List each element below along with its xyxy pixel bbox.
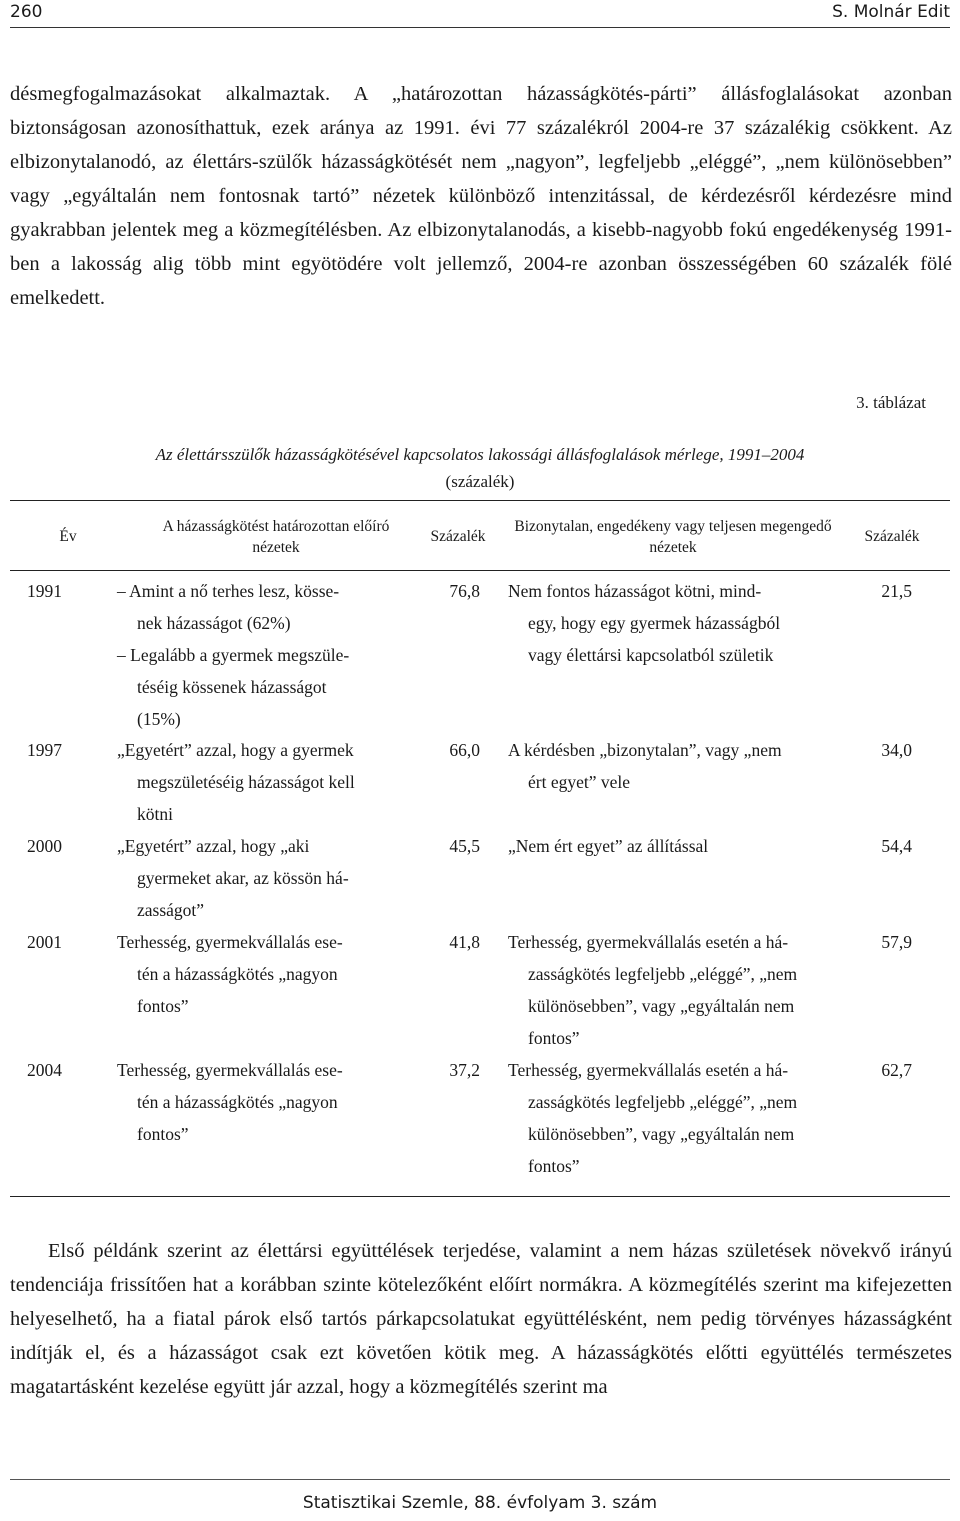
row-year: 2000 [27,836,62,856]
row-percent-positive: 45,5 [449,836,480,856]
journal-citation: Statisztikai Szemle, 88. évfolyam 3. szám [302,1493,658,1513]
page-header [10,0,950,26]
body-paragraph-2: Első példánk szerint az élettársi együttélések terjedése, valamint a nem házas születések növekvő irányú tendenciája frissítően hat a korábban szinte kötelezőként előírt normákra. A közmegítélés szerint ma kifejezetten helyeselhető, ha a fiatal párok első tartós párkapcsolatukat együttélésként, nem pedig törvényes házasságként indítják el, és a házasságot csak ezt követően kötik meg. A házasságkötés előtti együttélés természetes magatartásként kezelése együtt jár azzal, hogy a közmegítélés szerint ma [10,1240,952,1398]
table-title [40,441,920,495]
running-head-author: S. Molnár Edit [832,2,950,22]
row-uncertain-view [508,734,838,798]
uncertain-view-line: Nem fontos házasságot kötni, mind- [508,581,762,601]
row-percent-uncertain: 57,9 [881,932,912,952]
row-uncertain-view [508,1054,838,1182]
table-bottom-rule [10,1196,950,1197]
positive-view-line: tén a házasságkötés „nagyon [137,964,338,984]
header-positive-views: A házasságkötést határozottan előíró nézetek [162,518,390,556]
row-year: 1991 [27,581,62,601]
row-positive-view [117,926,397,1022]
positive-view-line: megszületéséig házasságot kell [137,772,355,792]
row-percent-positive: 37,2 [449,1060,480,1080]
uncertain-view-line: A kérdésben „bizonytalan”, vagy „nem [508,740,782,760]
row-uncertain-view [508,926,838,1054]
positive-view-line: nek házasságot (62%) [137,613,291,633]
footer-rule [10,1479,950,1480]
row-positive-view [117,575,397,735]
row-positive-view [117,734,397,830]
positive-view-line: – Amint a nő terhes lesz, kösse- [117,581,340,601]
header-year: Év [59,528,77,545]
uncertain-view-line: Terhesség, gyermekvállalás esetén a há- [508,932,789,952]
uncertain-view-line: fontos” [528,1028,580,1048]
uncertain-view-line: zasságkötés legfeljebb „eléggé”, „nem [528,1092,798,1112]
uncertain-view-line: fontos” [528,1156,580,1176]
row-percent-uncertain: 54,4 [881,836,912,856]
table-title-text: Az élettársszülők házasságkötésével kapcsolatos lakossági állásfoglalások mérlege, 1991–2004 [155,445,805,464]
uncertain-view-line: vagy élettársi kapcsolatból születik [528,645,774,665]
positive-view-line: gyermeket akar, az kössön há- [137,868,349,888]
uncertain-view-line: különösebben”, vagy „egyáltalán nem [528,1124,795,1144]
positive-view-line: zasságot” [137,900,205,920]
row-year: 2001 [27,932,62,952]
positive-view-line: fontos” [137,996,189,1016]
row-percent-positive: 66,0 [449,740,480,760]
positive-view-line: Terhesség, gyermekvállalás ese- [117,1060,343,1080]
positive-view-line: (15%) [137,709,181,729]
uncertain-view-line: „Nem ért egyet” az állítással [508,836,709,856]
row-year: 1997 [27,740,62,760]
positive-view-line: téséig kössenek házasságot [137,677,327,697]
positive-view-line: „Egyetért” azzal, hogy a gyermek [117,740,354,760]
positive-view-line: tén a házasságkötés „nagyon [137,1092,338,1112]
header-uncertain-views: Bizonytalan, engedékeny vagy teljesen megengedő nézetek [514,518,832,556]
header-rule [10,27,950,28]
positive-view-line: „Egyetért” azzal, hogy „aki [117,836,310,856]
header-percent-2: Százalék [864,528,920,545]
table-header-rule [10,570,950,571]
table-top-rule [10,500,950,501]
row-percent-uncertain: 34,0 [881,740,912,760]
positive-view-line: fontos” [137,1124,189,1144]
row-positive-view [117,1054,397,1150]
uncertain-view-line: zasságkötés legfeljebb „eléggé”, „nem [528,964,798,984]
table-label: 3. táblázat [856,393,926,412]
positive-view-line: kötni [137,804,173,824]
row-percent-positive: 76,8 [449,581,480,601]
row-percent-positive: 41,8 [449,932,480,952]
header-percent-1: Százalék [430,528,486,545]
positive-view-line: – Legalább a gyermek megszüle- [117,645,350,665]
uncertain-view-line: ért egyet” vele [528,772,631,792]
table-unit: (százalék) [445,472,515,491]
row-percent-uncertain: 62,7 [881,1060,912,1080]
positive-view-line: Terhesség, gyermekvállalás ese- [117,932,343,952]
page-number: 260 [10,2,43,22]
row-percent-uncertain: 21,5 [881,581,912,601]
row-positive-view [117,830,397,926]
row-year: 2004 [27,1060,62,1080]
uncertain-view-line: különösebben”, vagy „egyáltalán nem [528,996,795,1016]
uncertain-view-line: Terhesség, gyermekvállalás esetén a há- [508,1060,789,1080]
body-paragraph-1: désmegfogalmazásokat alkalmaztak. A „határozottan házasságkötés-párti” állásfoglalásokat azonban biztonságosan azonosíthattuk, ezek aránya az 1991. évi 77 százalékról 2004-re 37 százalékig csökkent. Az elbizonytalanodó, az élettárs-szülők házasságkötését nem „nagyon”, legfeljebb „eléggé”, „nem különösebben” vagy „egyáltalán nem fontosnak tartó” nézetek különböző intenzitással, de kérdezésről kérdezésre mind gyakrabban jelentek meg a közmegítélésben. Az elbizonytalanodás, a kisebb-nagyobb fokú engedékenység 1991-ben a lakosság alig több mint egyötödére volt jellemző, 2004-re azonban összességében 60 százalék fölé emelkedett. [10,83,952,309]
row-uncertain-view [508,575,838,671]
row-uncertain-view [508,830,838,862]
page-footer [0,1493,960,1513]
uncertain-view-line: egy, hogy egy gyermek házasságból [528,613,781,633]
